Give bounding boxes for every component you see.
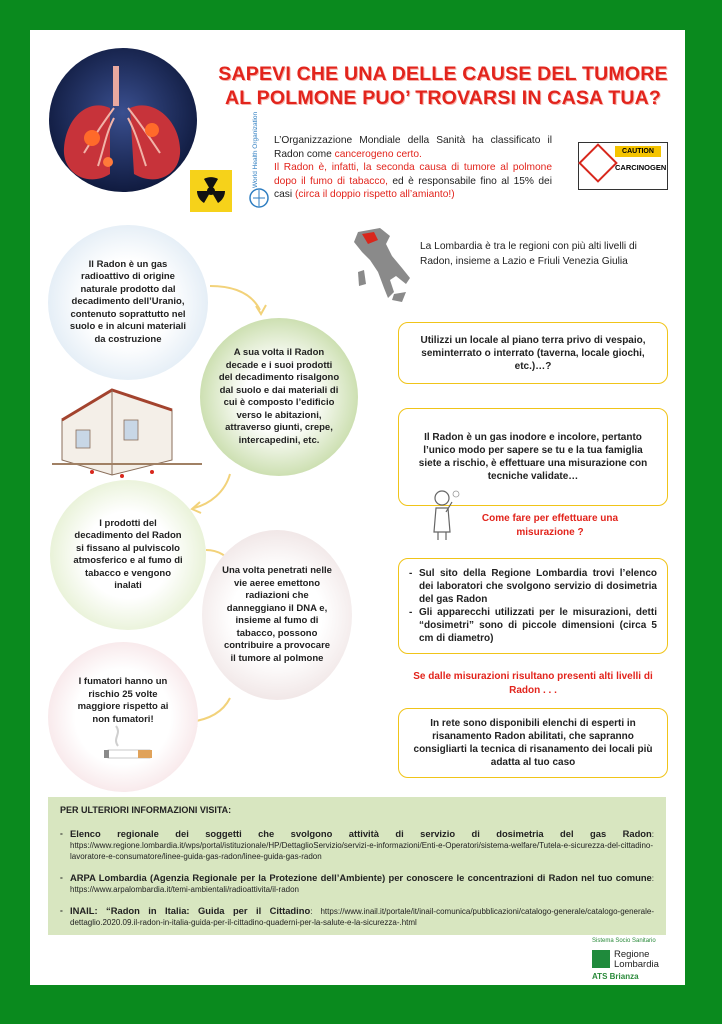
inail-link[interactable]: : https://www.inail.it/portale/it/inail-comunica/pubblicazioni/catalogo-generale/catalogo-generale-dettaglio.2020.09.il-radon-in-italia-guida-per-il-cittadino-quaderni-per-la-salute-e-la-sicurezza-.html <box>70 907 655 927</box>
step-circle-3: I prodotti del decadimento del Radon si fissano al pulviscolo atmosferico e al fumo di tabacco e vengono inalati <box>50 480 206 630</box>
caution-label: CAUTION <box>615 146 661 157</box>
info-box-dosimetry <box>398 558 668 654</box>
dosimetry-item-2: - Gli apparecchi utilizzati per le misurazioni, detti “dosimetri” sono di piccole dimensioni (circa 5 cm di diametro) <box>409 606 657 645</box>
carcinogen-label: CARCINOGEN <box>615 163 667 172</box>
more-info-panel <box>48 797 666 935</box>
step-circle-1: Il Radon è un gas radioattivo di origine naturale prodotto dal decadimento dell’Uranio, contenuto soprattutto nel suolo e in alcuni materiali da costruzione <box>48 225 208 380</box>
dosimetry-item-1: - Sul sito della Regione Lombardia trovi l’elenco dei laboratori che svolgono servizio di dosimetria del gas Radon <box>409 567 657 606</box>
lombardia-rose-icon <box>592 950 610 968</box>
info-box-remediation: In rete sono disponibili elenchi di esperti in risanamento Radon abilitati, che sapranno consigliarti la tecnica di risanamento dei locali più adatta al tuo caso <box>398 708 668 778</box>
oms-paragraph: L’Organizzazione Mondiale della Sanità ha classificato il Radon come cancerogeno certo. Il Radon è, infatti, la seconda causa di tumore al polmone dopo il fumo di tabacco, ed è responsabile fino al 15% dei casi (circa il doppio rispetto all’amianto!) <box>274 135 552 200</box>
cigarette-icon <box>98 724 168 764</box>
step-circle-4: Una volta penetrati nelle vie aeree emettono radiazioni che danneggiano il DNA e, insieme al fumo di tabacco, possono contribuire a provocare il tumore al polmone <box>202 530 352 700</box>
info-item-regional-list: - Elenco regionale dei soggetti che svolgono attività di servizio di dosimetria del gas Radon: https://www.regione.lombardia.it/wps/portal/istituzionale/HP/DettaglioServizio/servizi-e-informazioni/Enti-e-Operatori/sistema-welfare/Tutela-e-sicurezza-del-cittadino-lavoratore-e-consumatore/linee-guida-gas-radon/linee-guida-gas-radon <box>60 828 654 862</box>
step-circle-2: A sua volta il Radon decade e i suoi prodotti del decadimento risalgono dal suolo e dai materiali di cui è composto l’edificio verso le abitazioni, attraverso giunti, crepe, intercapedini, etc. <box>200 318 358 476</box>
regione-lombardia-logo: Sistema Socio Sanitario Regione Lombardia ATS Brianza <box>592 938 659 981</box>
high-levels-question: Se dalle misurazioni risultano presenti alti livelli di Radon . . . <box>413 671 653 696</box>
page-title: SAPEVI CHE UNA DELLE CAUSE DEL TUMORE AL POLMONE PUO’ TROVARSI IN CASA TUA? <box>218 63 668 109</box>
info-item-arpa: - ARPA Lombardia (Agenzia Regionale per la Protezione dell’Ambiente) per conoscere le concentrazioni di Radon nel tuo comune: https://www.arpalombardia.it/temi-ambientali/radioattivita/il-radon <box>60 872 654 895</box>
question-box-basement: Utilizzi un locale al piano terra privo di vespaio, seminterrato o interrato (taverna, locale giochi, etc.)…? <box>398 322 668 384</box>
arpa-link[interactable]: : https://www.arpalombardia.it/temi-ambientali/radioattivita/il-radon <box>70 874 654 894</box>
house-cutaway-illustration <box>52 380 202 480</box>
thinking-person-icon <box>432 488 462 542</box>
regional-list-link[interactable]: : https://www.regione.lombardia.it/wps/portal/istituzionale/HP/DettaglioServizio/servizi-e-informazioni/Enti-e-Operatori/sistema-welfare/Tutela-e-sicurezza-del-cittadino-lavoratore-e-consumatore/linee-guida-gas-radon/linee-guida-gas-radon <box>70 830 654 861</box>
info-box-measurement: Il Radon è un gas inodore e incolore, pertanto l’unico modo per sapere se tu e la tua famiglia siete a rischio, è effettuare una misurazione con tecniche validate… <box>398 408 668 506</box>
lombardy-note: La Lombardia è tra le regioni con più alti livelli di Radon, insieme a Lazio e Friuli Venezia Giulia <box>420 241 637 267</box>
poster <box>30 30 685 985</box>
step-circle-5: I fumatori hanno un rischio 25 volte maggiore rispetto ai non fumatori! <box>48 642 198 792</box>
info-item-inail: - INAIL: “Radon in Italia: Guida per il Cittadino: https://www.inail.it/portale/it/inail-comunica/pubblicazioni/catalogo-generale/catalogo-generale-dettaglio.2020.09.il-radon-in-italia-guida-per-il-cittadino-quaderni-per-la-salute-e-la-sicurezza-.html <box>60 905 654 928</box>
who-label: World Health Organization <box>252 111 259 188</box>
more-info-heading: PER ULTERIORI INFORMAZIONI VISITA: <box>60 805 232 815</box>
how-to-measure-question: Come fare per effettuare una misurazione ? <box>481 513 619 538</box>
